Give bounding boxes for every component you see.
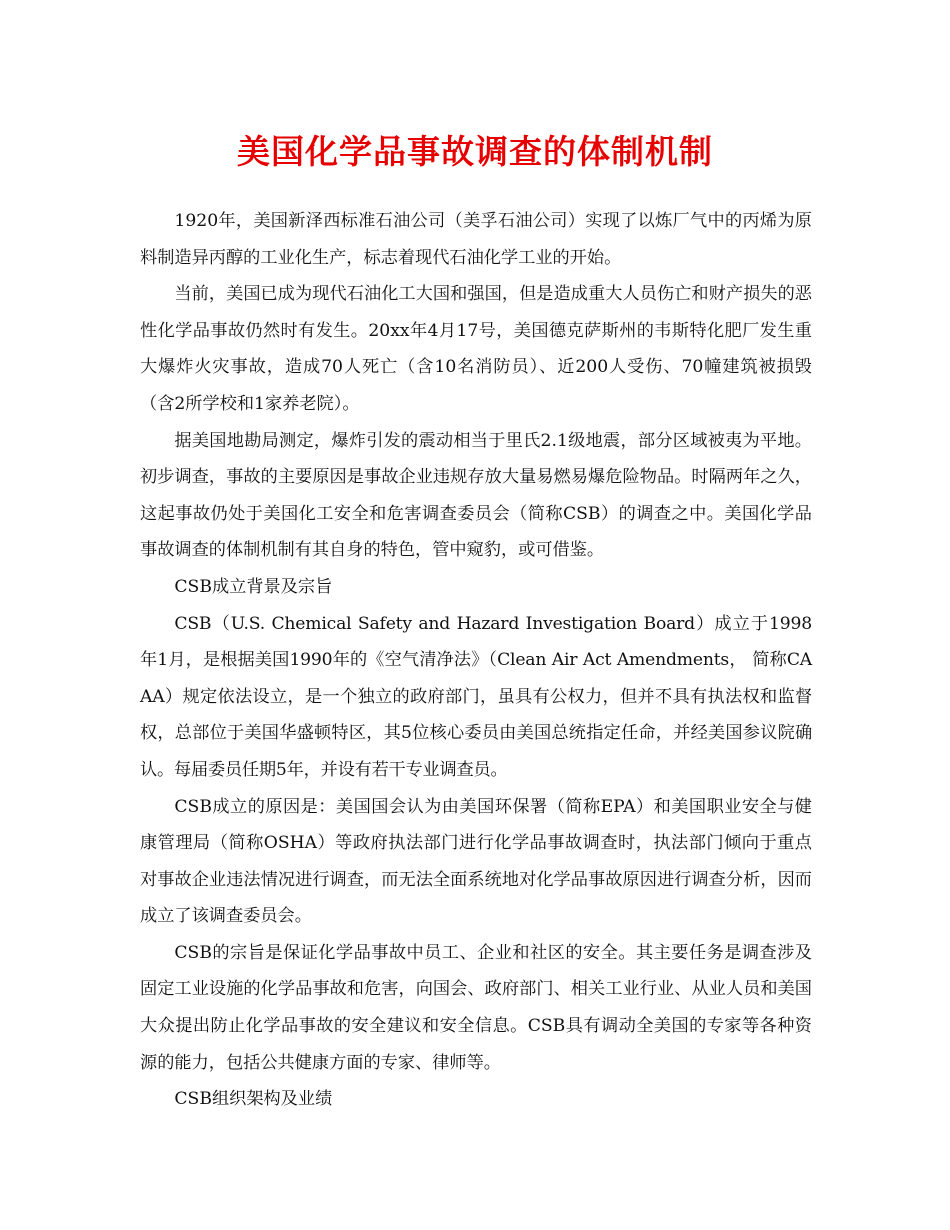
paragraph-5: CSB成立的原因是：美国国会认为由美国环保署（简称EPA）和美国职业安全与健康管理局（简称OSHA）等政府执法部门进行化学品事故调查时，执法部门倾向于重点对事故企业违法情况进行调查，而无法全面系统地对化学品事故原因进行调查分析，因而成立了该调查委员会。 (140, 796, 812, 927)
paragraph-3: 据美国地勘局测定，爆炸引发的震动相当于里氏2.1级地震，部分区域被夷为平地。初步调查，事故的主要原因是事故企业违规存放大量易燃易爆危险物品。时隔两年之久，这起事故仍处于美国化工安全和危害调查委员会（简称CSB）的调查之中。美国化学品事故调查的体制机制有其自身的特色，管中窥豹，或可借鉴。 (140, 430, 812, 561)
paragraph-1: 1920年，美国新泽西标准石油公司（美孚石油公司）实现了以炼厂气中的丙烯为原料制造异丙醇的工业化生产，标志着现代石油化学工业的开始。 (140, 211, 812, 268)
paragraph-4: CSB（U.S. Chemical Safety and Hazard Investigation Board）成立于1998年1月，是根据美国1990年的《空气清净法》（Clean Air Act Amendments， 简称CAAA）规定依法设立，是一个独立的政府部门，虽具有公权力，但并不具有执法权和监督权，总部位于美国华盛顿特区，其5位核心委员由美国总统指定任命，并经美国参议院确认。每届委员任期5年，并设有若干专业调查员。 (140, 613, 812, 780)
paragraph-2: 当前，美国已成为现代石油化工大国和强国，但是造成重大人员伤亡和财产损失的恶性化学品事故仍然时有发生。20xx年4月17号，美国德克萨斯州的韦斯特化肥厂发生重大爆炸火灾事故，造成70人死亡（含10名消防员）、近200人受伤、70幢建筑被损毁（含2所学校和1家养老院）。 (140, 284, 812, 414)
paragraph-6: CSB的宗旨是保证化学品事故中员工、企业和社区的安全。其主要任务是调查涉及固定工业设施的化学品事故和危害，向国会、政府部门、相关工业行业、从业人员和美国大众提出防止化学品事故的安全建议和安全信息。CSB具有调动全美国的专家等各种资源的能力，包括公共健康方面的专家、律师等。 (140, 942, 812, 1073)
document-body (140, 203, 812, 1118)
document-title: 美国化学品事故调查的体制机制 (237, 132, 713, 171)
section-heading-csb-organization: CSB组织架构及业绩 (174, 1089, 333, 1110)
section-heading-csb-background: CSB成立背景及宗旨 (174, 576, 333, 597)
